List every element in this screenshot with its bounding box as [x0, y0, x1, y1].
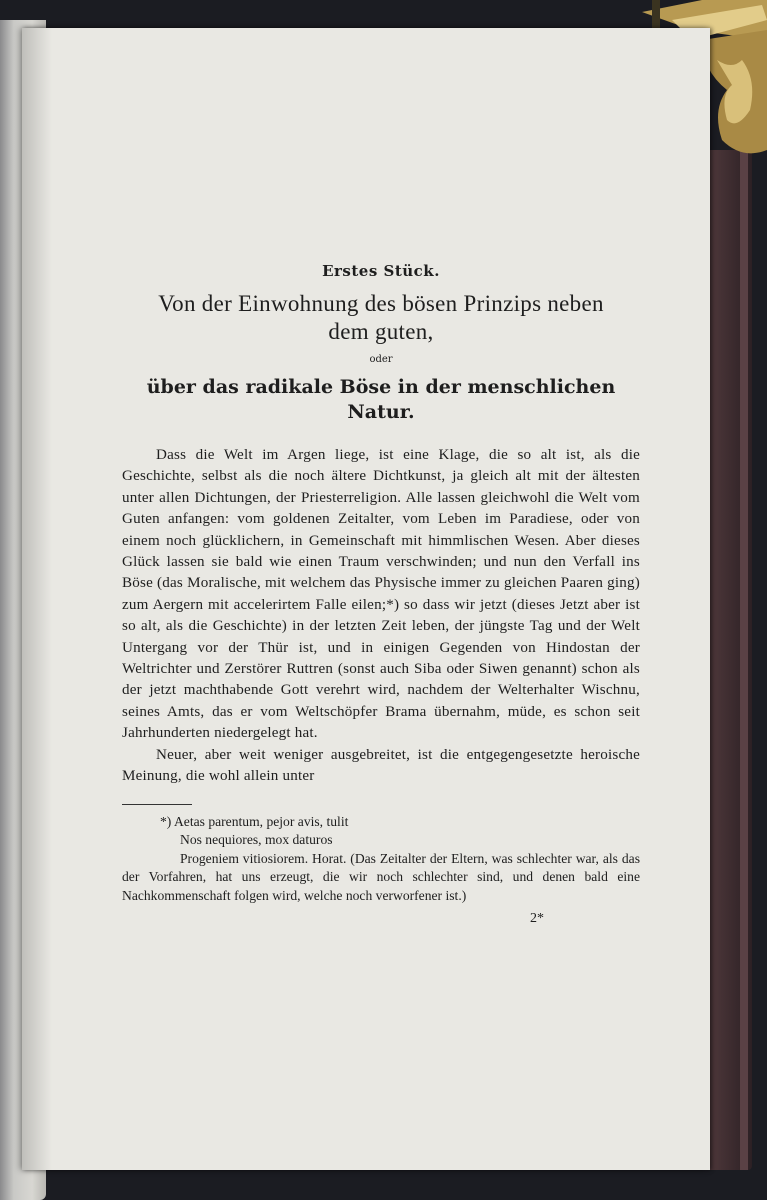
chapter-subtitle-line-2: Natur.: [347, 401, 415, 423]
page-gutter-shadow: [22, 28, 52, 1170]
footnote-line-1: *) Aetas parentum, pejor avis, tulit: [160, 813, 349, 829]
body-paragraph-2: Neuer, aber weit weniger ausgebreitet, ist die entgegengesetzte heroische Meinung, die wohl allein unter: [122, 746, 640, 785]
chapter-title-line-2: dem guten,: [328, 319, 434, 344]
chapter-title: [122, 290, 640, 346]
footnote: [122, 813, 640, 906]
book-cover-edge: [740, 150, 748, 1170]
chapter-subtitle-line-1: über das radikale Böse in der menschlichen: [146, 376, 616, 398]
footnote-rule: [122, 804, 192, 805]
footnote-paragraph: Progeniem vitiosiorem. Horat. (Das Zeitalter der Eltern, was schlechter war, als das der Vorfahren, hat uns erzeugt, die wir noch schlechter sind, und denen bald eine Nachkommenschaft folgen wird, welche noch verworfener ist.): [122, 850, 640, 903]
page-content: [122, 262, 640, 927]
body-paragraph-1: Dass die Welt im Argen liege, ist eine Klage, die so alt ist, als die Geschichte, selbst als die noch ältere Dichtkunst, ja gleich alt mit der ältesten unter allen Dichtungen, der Priesterreligion. Alle lassen gleichwohl die Welt vom Guten anfangen: vom goldenen Zeitalter, vom Leben im Paradiese, oder von einem noch glücklichern, in Gemeinschaft mit himmlischen Wesen. Aber dieses Glück lassen sie bald wie einen Traum verschwinden; und nun den Verfall ins Böse (das Moralische, mit welchem das Physische immer zu gleichen Paaren ging) zum Aergern mit accelerirtem Falle eilen;*) so dass wir jetzt (dieses Jetzt aber ist so alt, als die Geschichte) in der letzten Zeit leben, der jüngste Tag und der Welt Untergang vor der Thür ist, und in einigen Gegenden von Hindostan der Weltrichter und Zerstörer Ruttren (sonst auch Siba oder Siwen genannt) schon als der jetzt machthabende Gott verehrt wird, nachdem der Welterhalter Wischnu, seines Amts, das er vom Weltschöpfer Brama übernahm, müde, es schon seit Jahrhunderten niedergelegt hat.: [122, 447, 640, 742]
footnote-line-2: Nos nequiores, mox daturos: [180, 832, 333, 848]
page-number: 2*: [530, 911, 544, 927]
chapter-subtitle: [122, 375, 640, 425]
title-connector: oder: [369, 354, 393, 365]
section-label: Erstes Stück.: [322, 262, 440, 280]
body-text: [122, 445, 640, 788]
chapter-title-line-1: Von der Einwohnung des bösen Prinzips neben: [158, 291, 604, 316]
